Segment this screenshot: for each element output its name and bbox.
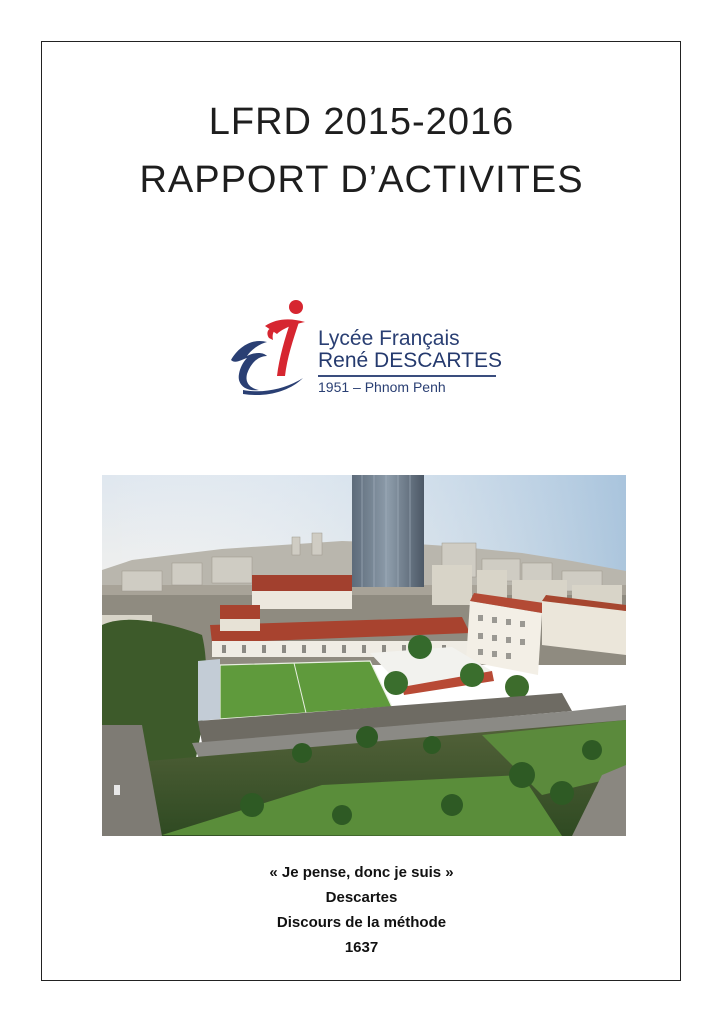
report-title-line2: RAPPORT D’ACTIVITES <box>139 159 584 201</box>
logo-text-line1: Lycée Français <box>318 327 460 350</box>
quote-year: 1637 <box>344 939 379 956</box>
quote-work: Discours de la méthode <box>276 914 447 931</box>
campus-aerial-photo <box>102 475 626 836</box>
logo-divider <box>318 375 496 377</box>
quote-text: « Je pense, donc je suis » <box>269 864 454 881</box>
report-title-line1: LFRD 2015-2016 <box>208 101 515 143</box>
logo-emblem-icon <box>225 298 320 398</box>
logo-text-line3: 1951 – Phnom Penh <box>318 379 446 395</box>
quote-author: Descartes <box>325 889 398 906</box>
school-logo <box>225 298 505 398</box>
logo-text-line2: René DESCARTES <box>318 349 503 372</box>
